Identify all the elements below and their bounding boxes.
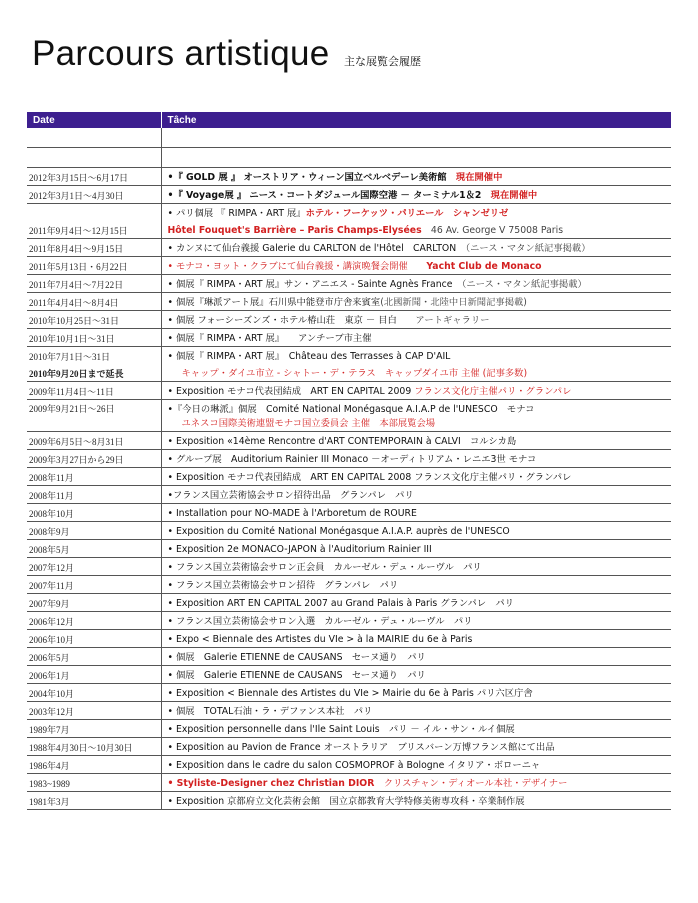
row-date: 2003年12月 [27, 702, 161, 720]
row-task-note: Yacht Club de Monaco [426, 261, 542, 272]
row-task: • Exposition du Comité National Monégasque A.I.A.P. auprès de l'UNESCO [161, 522, 671, 540]
row-task-text: •『今日の琳派』個展 Comité National Monégasque A.I.A.P de l'UNESCO モナコ [167, 404, 535, 415]
row-task-text: • Exposition モナコ代表団結成 ART EN CAPITAL 2009 [167, 386, 412, 397]
table-row [27, 648, 671, 666]
row-date [27, 204, 161, 222]
row-date: 2004年10月 [27, 684, 161, 702]
row-date: 2009年6月5日～8月31日 [27, 432, 161, 450]
table-row [27, 128, 671, 148]
row-date: 2010年10月25日～31日 [27, 311, 161, 329]
row-date: 2007年12月 [27, 558, 161, 576]
table-row [27, 400, 671, 432]
row-task [161, 382, 671, 400]
row-task: •フランス国立芸術協会サロン招待出品 グランパレ パリ [161, 486, 671, 504]
row-date: 1986年4月 [27, 756, 161, 774]
row-task-text: • Styliste-Designer chez Christian DIOR [167, 778, 375, 789]
row-task: • Installation pour NO-MADE à l'Arboretum de ROURE [161, 504, 671, 522]
exhibition-table [27, 112, 671, 810]
row-task-note: ホテル・フーケッツ・パリエール シャンゼリゼ [305, 208, 509, 219]
row-task-note: フランス文化庁主催パリ・グランパレ [414, 386, 572, 397]
row-date: 2011年9月4日～12月15日 [27, 221, 161, 239]
table-row [27, 329, 671, 347]
row-task [161, 364, 671, 382]
table-row [27, 702, 671, 720]
table-row [27, 774, 671, 792]
row-task [161, 293, 671, 311]
row-task [161, 128, 671, 148]
row-task: • Exposition «14ème Rencontre d'ART CONTEMPORAIN à CALVI コルシカ島 [161, 432, 671, 450]
row-task: • Expo < Biennale des Artistes du VIe > à la MAIRIE du 6e à Paris [161, 630, 671, 648]
row-date: 2007年11月 [27, 576, 161, 594]
column-header-date: Date [27, 112, 161, 128]
row-date: 2010年10月1日～31日 [27, 329, 161, 347]
row-date: 2008年10月 [27, 504, 161, 522]
row-task [161, 221, 671, 239]
row-task-text: Hôtel Fouquet's Barrière – Paris Champs-Elysées [167, 225, 422, 236]
row-task: • 個展 TOTAL石油・ラ・デファンス本社 パリ [161, 702, 671, 720]
table-row [27, 347, 671, 365]
row-date: 2011年8月4日～9月15日 [27, 239, 161, 257]
row-task-text: • パリ個展 『 RIMPA・ART 展』 [167, 208, 306, 219]
row-task: • Exposition dans le cadre du salon COSMOPROF à Bologne イタリア・ボローニャ [161, 756, 671, 774]
row-task [161, 311, 671, 329]
row-date: 2009年11月4日～11日 [27, 382, 161, 400]
row-task: • Exposition 2e MONACO-JAPON à l'Auditorium Rainier III [161, 540, 671, 558]
row-task-note: ユネスコ国際美術連盟モナコ国立委員会 主催 本部展覧会場 [181, 418, 436, 429]
row-task [161, 186, 671, 204]
table-row [27, 522, 671, 540]
table-row [27, 364, 671, 382]
row-task-note: クリスチャン・ディオール本社・デザイナー [383, 778, 568, 789]
row-task-text: • モナコ・ヨット・クラブにて仙台義援・講演晩餐会開催 [167, 261, 408, 272]
row-task [161, 239, 671, 257]
table-row [27, 486, 671, 504]
row-task-text: •『 GOLD 展 』 オーストリア・ウィーン国立ベルベデーレ美術館 [167, 172, 447, 183]
table-row [27, 504, 671, 522]
row-date: 2006年12月 [27, 612, 161, 630]
row-task [161, 168, 671, 186]
row-date: 1988年4月30日～10月30日 [27, 738, 161, 756]
row-task-text: •『 Voyage展 』 ニース・コートダジュール国際空港 － ターミナル1＆2 [167, 190, 482, 201]
table-row [27, 684, 671, 702]
table-row [27, 186, 671, 204]
table-row [27, 450, 671, 468]
table-row [27, 382, 671, 400]
table-row [27, 221, 671, 239]
row-task [161, 148, 671, 168]
table-row [27, 148, 671, 168]
row-date: 2006年10月 [27, 630, 161, 648]
table-row [27, 738, 671, 756]
row-task-text: • カンヌにて仙台義援 Galerie du CARLTON de l'Hôtel CARLTON [167, 243, 457, 254]
page-title: Parcours artistique [32, 34, 330, 73]
row-date: 2011年4月4日～8月4日 [27, 293, 161, 311]
row-date: 2008年11月 [27, 486, 161, 504]
row-date: 2008年5月 [27, 540, 161, 558]
row-task-note: 46 Av. George V 75008 Paris [430, 225, 564, 236]
row-date: 2011年7月4日～7月22日 [27, 275, 161, 293]
table-row [27, 293, 671, 311]
page-subtitle: 主な展覧会履歴 [343, 55, 421, 68]
table-row [27, 168, 671, 186]
row-task [161, 774, 671, 792]
row-date: 2011年5月13日・6月22日 [27, 257, 161, 275]
row-task: • フランス国立芸術協会サロン入選 カルーゼル・デュ・ルーヴル パリ [161, 612, 671, 630]
table-row [27, 558, 671, 576]
table-row [27, 311, 671, 329]
row-date: 2009年3月27日から29日 [27, 450, 161, 468]
row-task: • フランス国立芸術協会サロン招待 グランパレ パリ [161, 576, 671, 594]
row-task: • Exposition au Pavion de France オーストラリア ブリスバーン万博フランス館にて出品 [161, 738, 671, 756]
row-task: • Exposition < Biennale des Artistes du VIe > Mairie du 6e à Paris パリ六区庁舎 [161, 684, 671, 702]
row-date: 2006年5月 [27, 648, 161, 666]
table-row [27, 792, 671, 810]
row-task-text: • 個展 フォーシーズンズ・ホテル椿山荘 東京 － 目白 [167, 315, 397, 326]
row-task: • Exposition 京都府立文化芸術会館 国立京都教育大学特修美術専攻科・卒業制作展 [161, 792, 671, 810]
table-row [27, 540, 671, 558]
row-task: • 個展 Galerie ETIENNE de CAUSANS セーヌ通り パリ [161, 666, 671, 684]
row-date: 2009年9月21日～26日 [27, 400, 161, 432]
row-date: 2007年9月 [27, 594, 161, 612]
row-task: • 個展 Galerie ETIENNE de CAUSANS セーヌ通り パリ [161, 648, 671, 666]
row-date: 2008年11月 [27, 468, 161, 486]
row-task-text: キャップ・ダイユ市立 - シャトー・デ・テラス キャップダイユ市 主催 (記事多数) [181, 368, 528, 379]
row-task: • 個展『 RIMPA・ART 展』 アンチーブ市主催 [161, 329, 671, 347]
row-task: • Exposition モナコ代表団結成 ART EN CAPITAL 2008 フランス文化庁主催パリ・グランパレ [161, 468, 671, 486]
table-row [27, 275, 671, 293]
row-task: • Exposition personnelle dans l'Ile Saint Louis パリ － イル・サン・ルイ個展 [161, 720, 671, 738]
row-task-text: • 個展『琳派アート展』石川県中能登市庁舎来賓室 [167, 297, 381, 308]
row-status-badge: 現在開催中 [455, 172, 503, 183]
table-row [27, 576, 671, 594]
row-date: 1989年7月 [27, 720, 161, 738]
table-row [27, 720, 671, 738]
row-task: • Exposition ART EN CAPITAL 2007 au Grand Palais à Paris グランパレ パリ [161, 594, 671, 612]
table-row [27, 594, 671, 612]
row-date: 2006年1月 [27, 666, 161, 684]
table-row [27, 612, 671, 630]
row-task [161, 204, 671, 222]
row-status-badge: 現在開催中 [490, 190, 538, 201]
table-header-row [27, 112, 671, 128]
row-task-note: アートギャラリー [415, 315, 490, 326]
row-task: • グループ展 Auditorium Rainier III Monaco －オーディトリアム・レニエ3世 モナコ [161, 450, 671, 468]
row-date: 2010年7月1日～31日 [27, 347, 161, 365]
row-date [27, 128, 161, 148]
row-date: 2008年9月 [27, 522, 161, 540]
column-header-task: Tâche [161, 112, 671, 128]
table-row [27, 630, 671, 648]
table-row [27, 239, 671, 257]
table-row [27, 432, 671, 450]
row-task: • フランス国立芸術協会サロン正会員 カルーゼル・デュ・ルーヴル パリ [161, 558, 671, 576]
row-task-note: （ニース・マタン紙記事掲載） [465, 243, 591, 254]
table-row [27, 468, 671, 486]
row-date: 2012年3月15日～6月17日 [27, 168, 161, 186]
row-date: 2012年3月1日～4月30日 [27, 186, 161, 204]
row-task [161, 257, 671, 275]
row-task-note: （ニース・マタン紙記事掲載） [461, 279, 587, 290]
table-row [27, 756, 671, 774]
row-task: • 個展『 RIMPA・ART 展』 Château des Terrasses à CAP D'AIL [167, 351, 451, 362]
page-header [32, 34, 421, 74]
row-date: 1981年3月 [27, 792, 161, 810]
row-task [161, 400, 671, 432]
table-row [27, 257, 671, 275]
row-task-text: • 個展『 RIMPA・ART 展』サン・アニエス - Sainte Agnès France [167, 279, 453, 290]
table-row [27, 666, 671, 684]
row-date: 1983~1989 [27, 774, 161, 792]
row-task [161, 275, 671, 293]
row-date [27, 148, 161, 168]
table-row [27, 204, 671, 222]
row-task-note: (北國新聞・北陸中日新聞記事掲載) [380, 297, 527, 308]
row-date: 2010年9月20日まで延長 [27, 364, 161, 382]
